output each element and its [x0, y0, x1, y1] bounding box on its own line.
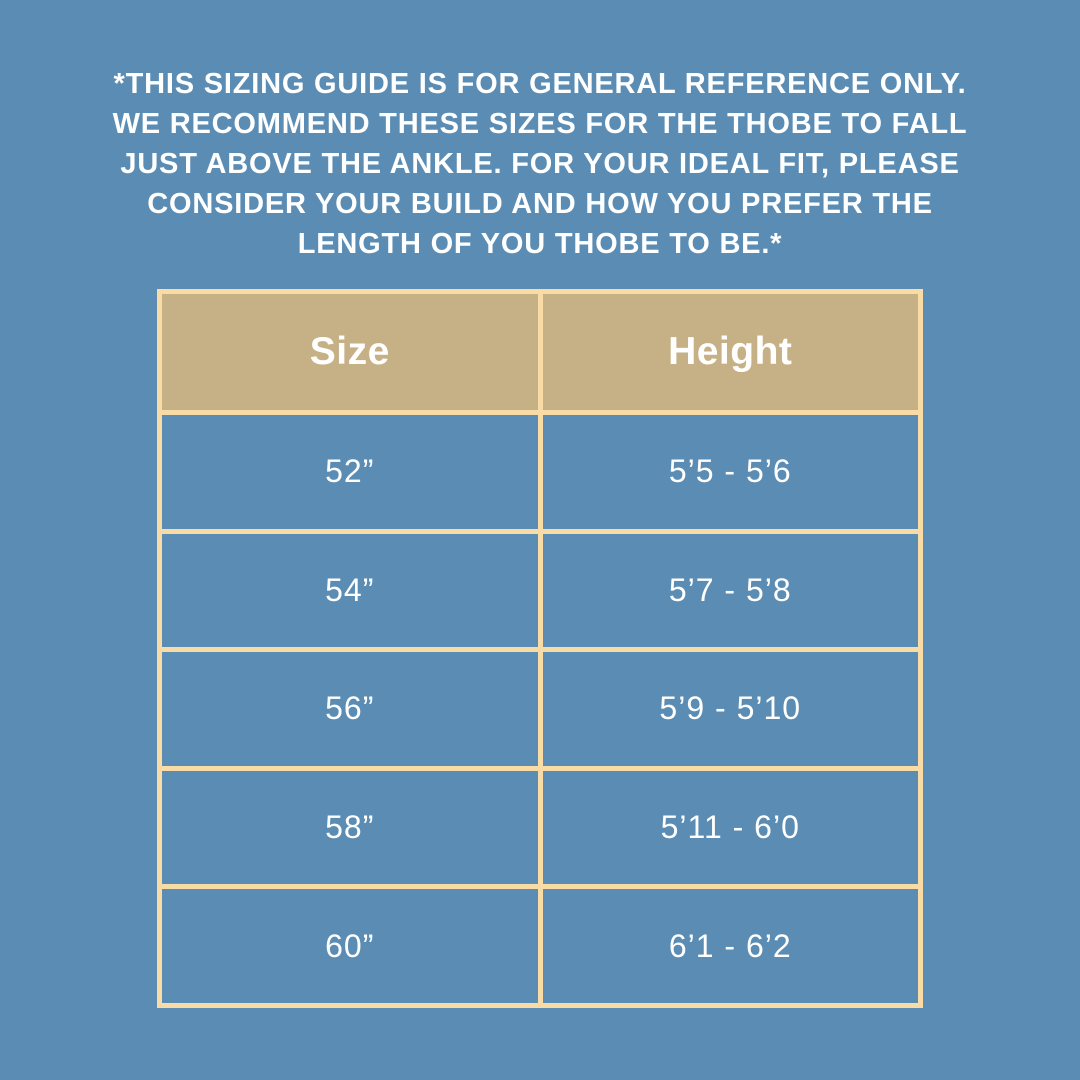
sizing-table: [157, 289, 923, 1008]
table-row: [160, 531, 921, 650]
disclaimer-line-1: *THIS SIZING GUIDE IS FOR GENERAL REFERENCE ONLY.: [113, 68, 967, 100]
height-column-header: Height: [540, 292, 921, 413]
disclaimer-line-5: LENGTH OF YOU THOBE TO BE.*: [297, 228, 783, 260]
table-row: [160, 768, 921, 887]
size-cell: 56”: [160, 650, 541, 769]
disclaimer-line-4: CONSIDER YOUR BUILD AND HOW YOU PREFER THE: [147, 188, 933, 220]
size-cell: 60”: [160, 887, 541, 1006]
height-cell: 5’5 - 5’6: [540, 413, 921, 532]
size-cell: 52”: [160, 413, 541, 532]
table-row: [160, 413, 921, 532]
sizing-table-body: [160, 413, 921, 1006]
header-row: [160, 292, 921, 413]
table-row: [160, 650, 921, 769]
size-cell: 58”: [160, 768, 541, 887]
table-row: [160, 887, 921, 1006]
size-column-header: Size: [160, 292, 541, 413]
height-cell: 6’1 - 6’2: [540, 887, 921, 1006]
height-cell: 5’11 - 6’0: [540, 768, 921, 887]
sizing-table-header: [160, 292, 921, 413]
disclaimer-line-2: WE RECOMMEND THESE SIZES FOR THE THOBE TO FALL: [112, 108, 968, 140]
disclaimer-line-3: JUST ABOVE THE ANKLE. FOR YOUR IDEAL FIT, PLEASE: [120, 148, 960, 180]
height-cell: 5’9 - 5’10: [540, 650, 921, 769]
disclaimer-text: [0, 0, 1080, 264]
height-cell: 5’7 - 5’8: [540, 531, 921, 650]
size-cell: 54”: [160, 531, 541, 650]
